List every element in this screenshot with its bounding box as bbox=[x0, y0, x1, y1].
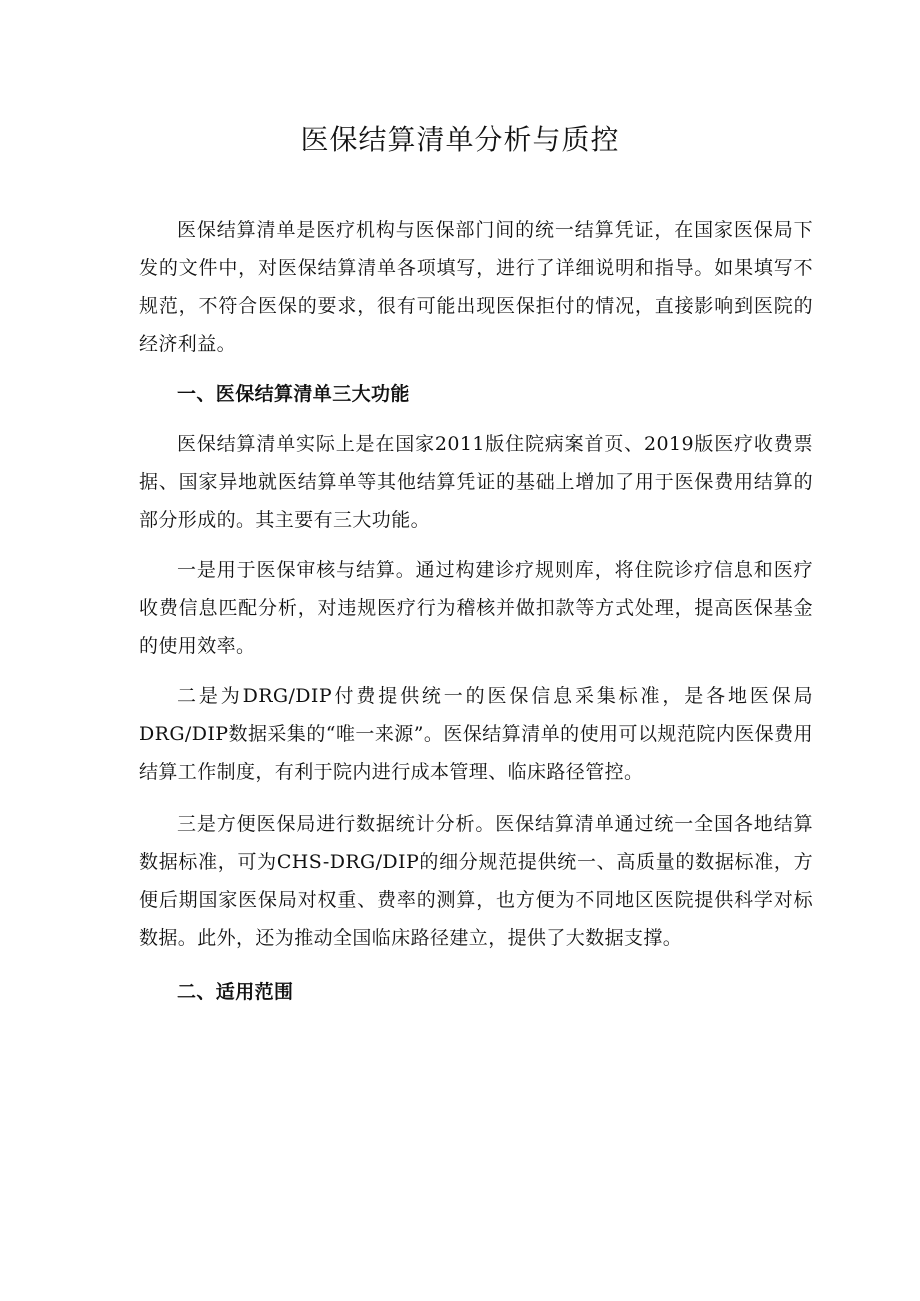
section-heading-functions: 一、医保结算清单三大功能 bbox=[177, 383, 410, 405]
paragraph-intro: 医保结算清单是医疗机构与医保部门间的统一结算凭证，在国家医保局下发的文件中，对医保结算清单各项填写，进行了详细说明和指导。如果填写不规范，不符合医保的要求，很有可能出现医保拒付的情况，直接影响到医院的经济利益。 bbox=[139, 219, 813, 355]
paragraph-function-three: 三是方便医保局进行数据统计分析。医保结算清单通过统一全国各地结算数据标准，可为CHS-DRG/DIP的细分规范提供统一、高质量的数据标准，方便后期国家医保局对权重、费率的测算，也方便为不同地区医院提供科学对标数据。此外，还为推动全国临床路径建立，提供了大数据支撑。 bbox=[139, 813, 813, 949]
paragraph-function-two: 二是为DRG/DIP付费提供统一的医保信息采集标准，是各地医保局DRG/DIP数据采集的“唯一来源”。医保结算清单的使用可以规范院内医保费用结算工作制度，有利于院内进行成本管理、临床路径管控。 bbox=[139, 685, 813, 783]
paragraph-function-one: 一是用于医保审核与结算。通过构建诊疗规则库，将住院诊疗信息和医疗收费信息匹配分析，对违规医疗行为稽核并做扣款等方式处理，提高医保基金的使用效率。 bbox=[139, 559, 813, 657]
paragraph-functions-overview: 医保结算清单实际上是在国家2011版住院病案首页、2019版医疗收费票据、国家异地就医结算单等其他结算凭证的基础上增加了用于医保费用结算的部分形成的。其主要有三大功能。 bbox=[139, 433, 813, 531]
document-body bbox=[139, 211, 813, 1011]
document-title: 医保结算清单分析与质控 bbox=[300, 123, 620, 156]
section-heading-scope: 二、适用范围 bbox=[177, 981, 294, 1003]
